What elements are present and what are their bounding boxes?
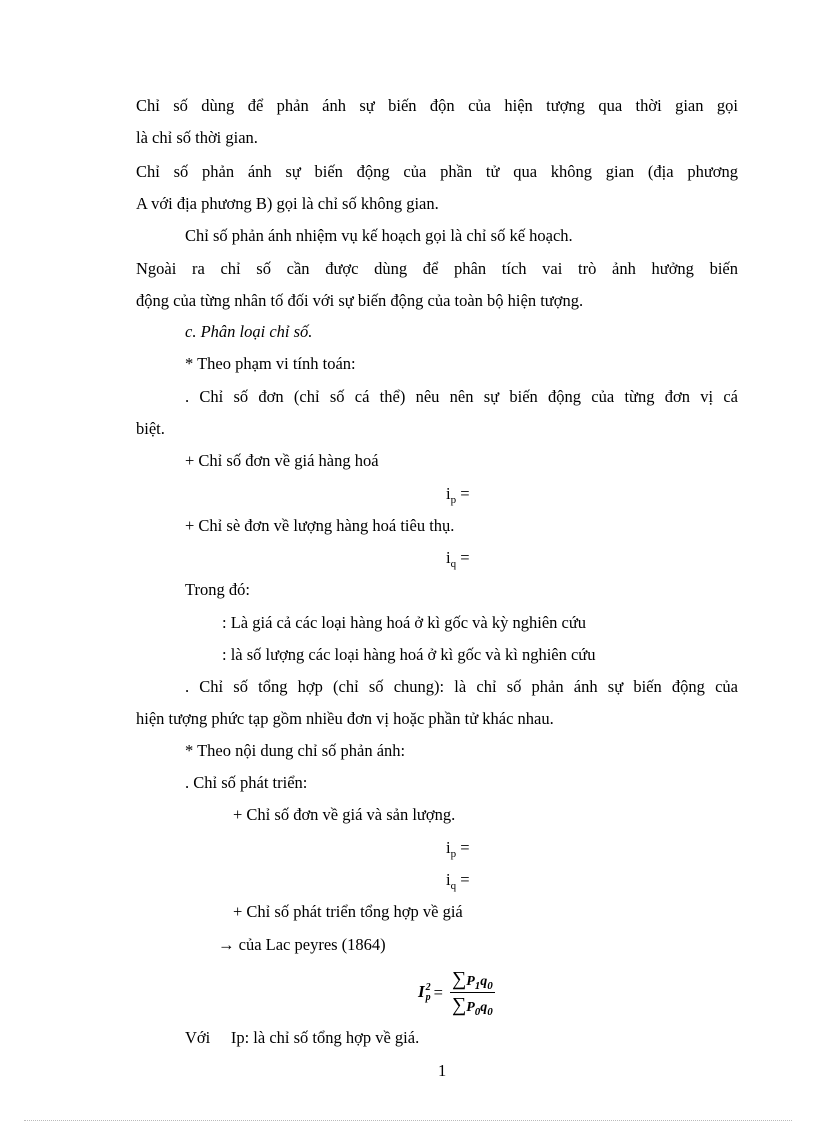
fraction-bar bbox=[450, 992, 495, 993]
paragraph-line: biệt. bbox=[136, 419, 165, 438]
paragraph-line: Ngoài ra chỉ số cần được dùng để phân tích vai trò ảnh hưởng biến bbox=[136, 259, 738, 278]
paragraph-line: : Là giá cả các loại hàng hoá ở kì gốc và kỳ nghiên cứu bbox=[222, 613, 587, 632]
formula-iq: $i_q$ = bbox=[446, 548, 470, 570]
paragraph-line: hiện tượng phức tạp gồm nhiều đơn vị hoặc phần tử khác nhau. bbox=[136, 709, 554, 728]
paragraph-line: Chỉ số phản ánh nhiệm vụ kế hoạch gọi là chỉ số kế hoạch. bbox=[185, 226, 573, 245]
paragraph-line: * Theo nội dung chỉ số phản ánh: bbox=[185, 741, 406, 760]
paragraph-line: . Chỉ số đơn (chỉ số cá thể) nêu nên sự biến động của từng đơn vị cá bbox=[185, 387, 738, 406]
paragraph-line: * Theo phạm vi tính toán: bbox=[185, 354, 356, 373]
paragraph-line: Trong đó: bbox=[185, 580, 250, 599]
paragraph-line: Với Ip: là chỉ số tổng hợp về giá. bbox=[185, 1028, 420, 1047]
paragraph-line: : là số lượng các loại hàng hoá ở kì gốc và kì nghiên cứu bbox=[222, 645, 596, 664]
paragraph-line: động của từng nhân tố đối với sự biến động của toàn bộ hiện tượng. bbox=[136, 291, 584, 310]
formula-fraction bbox=[450, 968, 495, 1017]
paragraph-line: + Chỉ sè đơn về lượng hàng hoá tiêu thụ. bbox=[185, 516, 455, 535]
footer-divider bbox=[24, 1120, 792, 1121]
formula-ip: $i_p$ = bbox=[446, 484, 470, 506]
paragraph-line: → của Lac peyres (1864) bbox=[218, 935, 386, 954]
page-number: 1 bbox=[438, 1061, 447, 1080]
paragraph-line: + Chỉ số đơn về giá và sản lượng. bbox=[233, 805, 456, 824]
paragraph-line: Chỉ số dùng để phản ánh sự biến độn của hiện tượng qua thời gian gọi bbox=[136, 96, 738, 115]
fraction-numerator: $\sum P_1q_0$ bbox=[451, 968, 493, 992]
paragraph-line: Chỉ số phản ánh sự biến động của phần tử qua không gian (địa phương bbox=[136, 162, 738, 181]
section-heading: c. Phân loại chỉ số. bbox=[185, 322, 313, 341]
fraction-denominator: $\sum P_0q_0$ bbox=[451, 994, 493, 1018]
formula-iq: $i_q$ = bbox=[446, 870, 470, 892]
paragraph-line: là chỉ số thời gian. bbox=[136, 128, 258, 147]
paragraph-line: + Chỉ số phát triển tổng hợp về giá bbox=[233, 902, 463, 921]
laspeyres-formula: I 2 p = $\frac{\sum P_1q_0}{\sum P_0q_0}$ bbox=[418, 968, 493, 1018]
formula-ip: $i_p$ = bbox=[446, 838, 470, 860]
paragraph-line: . Chỉ số tổng hợp (chỉ số chung): là chỉ số phản ánh sự biến động của bbox=[185, 677, 738, 696]
paragraph-line: . Chỉ số phát triển: bbox=[185, 773, 308, 792]
paragraph-line: A với địa phương B) gọi là chỉ số không gian. bbox=[136, 194, 439, 213]
paragraph-line: + Chỉ số đơn về giá hàng hoá bbox=[185, 451, 379, 470]
